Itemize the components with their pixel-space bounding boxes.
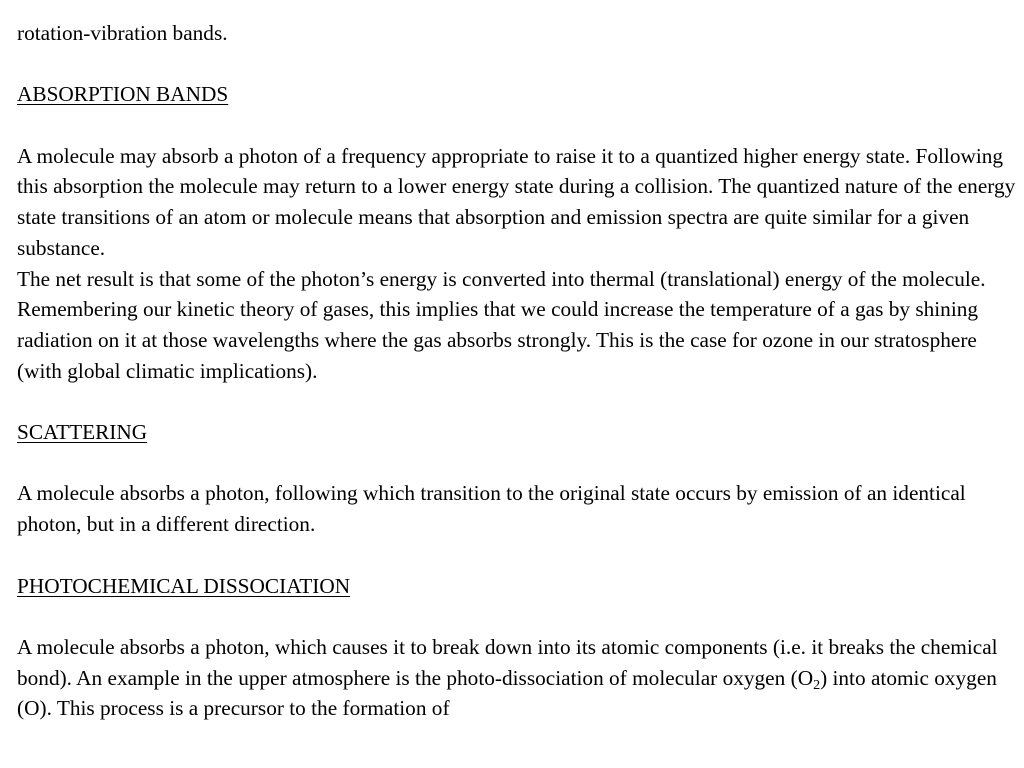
spacer (17, 601, 1017, 632)
photochemical-text-before-formula: A molecule absorbs a photon, which causes it to break down into its atomic components (i.e. it breaks the chemical bond). An example in the upper atmosphere is the photo-dissociation of molecular oxygen (O (17, 634, 998, 690)
absorption-bands-heading: ABSORPTION BANDS (17, 82, 229, 107)
scattering-paragraph: A molecule absorbs a photon, following which transition to the original state occurs by emission of an identical photon, but in a different direction. (17, 481, 966, 537)
spacer (17, 110, 1017, 141)
spacer (17, 386, 1017, 417)
spacer (17, 49, 1017, 80)
scattering-heading: SCATTERING (17, 420, 148, 445)
document-body (17, 18, 1017, 724)
intro-fragment: rotation-vibration bands. (17, 21, 228, 45)
absorption-paragraph-2: The net result is that some of the photon’s energy is converted into thermal (translational) energy of the molecule. Remembering our kinetic theory of gases, this implies that we could increase the temperature of a gas by shining radiation on it at those wavelengths where the gas absorbs strongly. This is the case for ozone in our stratosphere (with global climatic implications). (17, 266, 986, 383)
spacer (17, 448, 1017, 479)
spacer (17, 540, 1017, 571)
photochemical-text-after-formula: ) into atomic oxygen (O). This process is a precursor to the formation of (17, 665, 997, 721)
photochemical-paragraph (17, 632, 1017, 724)
absorption-paragraph-1: A molecule may absorb a photon of a frequency appropriate to raise it to a quantized higher energy state. Following this absorption the molecule may return to a lower energy state during a collision. The quantized nature of the energy state transitions of an atom or molecule means that absorption and emission spectra are quite similar for a given substance. (17, 143, 1016, 260)
oxygen-subscript: 2 (813, 677, 821, 693)
photochemical-dissociation-heading: PHOTOCHEMICAL DISSOCIATION (17, 573, 351, 598)
